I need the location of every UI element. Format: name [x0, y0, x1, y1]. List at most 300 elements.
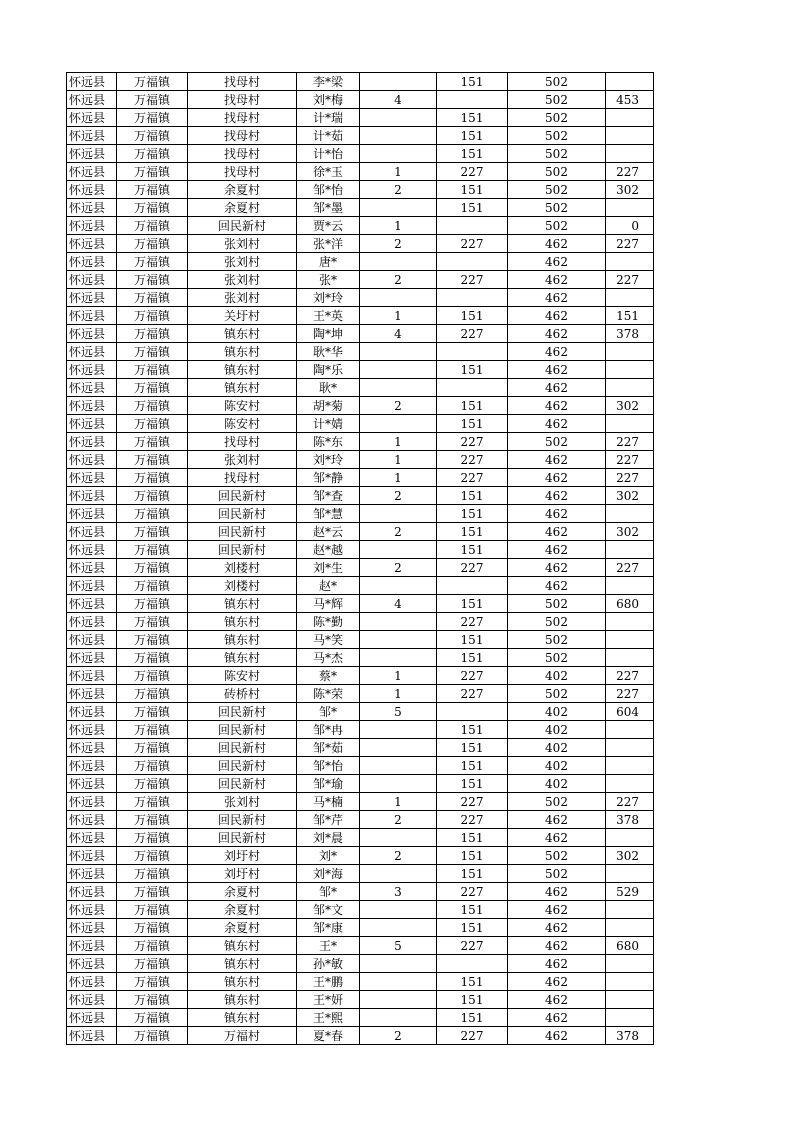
county-cell: 怀远县	[67, 631, 117, 649]
county-cell: 怀远县	[67, 829, 117, 847]
amount-cell: 151	[437, 847, 508, 865]
table-row	[67, 487, 654, 505]
town-cell: 万福镇	[117, 739, 188, 757]
table-row	[67, 847, 654, 865]
count-cell	[360, 829, 437, 847]
village-cell: 回民新村	[188, 811, 297, 829]
town-cell: 万福镇	[117, 991, 188, 1009]
base-cell: 462	[508, 541, 606, 559]
amount-cell	[437, 289, 508, 307]
person-cell: 刘*梅	[297, 91, 360, 109]
person-cell: 马*笑	[297, 631, 360, 649]
count-cell	[360, 343, 437, 361]
county-cell: 怀远县	[67, 613, 117, 631]
village-cell: 陈安村	[188, 397, 297, 415]
total-cell	[606, 865, 654, 883]
amount-cell: 227	[437, 271, 508, 289]
town-cell: 万福镇	[117, 127, 188, 145]
total-cell	[606, 991, 654, 1009]
county-cell: 怀远县	[67, 559, 117, 577]
base-cell: 502	[508, 163, 606, 181]
count-cell	[360, 289, 437, 307]
count-cell	[360, 505, 437, 523]
village-cell: 余夏村	[188, 199, 297, 217]
village-cell: 关圩村	[188, 307, 297, 325]
count-cell: 2	[360, 271, 437, 289]
table-row	[67, 73, 654, 91]
village-cell: 找母村	[188, 469, 297, 487]
county-cell: 怀远县	[67, 235, 117, 253]
base-cell: 462	[508, 505, 606, 523]
base-cell: 402	[508, 667, 606, 685]
person-cell: 赵*云	[297, 523, 360, 541]
county-cell: 怀远县	[67, 289, 117, 307]
table-row	[67, 631, 654, 649]
village-cell: 回民新村	[188, 739, 297, 757]
county-cell: 怀远县	[67, 145, 117, 163]
county-cell: 怀远县	[67, 541, 117, 559]
county-cell: 怀远县	[67, 667, 117, 685]
person-cell: 耿*	[297, 379, 360, 397]
table-row	[67, 703, 654, 721]
county-cell: 怀远县	[67, 955, 117, 973]
county-cell: 怀远县	[67, 487, 117, 505]
total-cell	[606, 973, 654, 991]
town-cell: 万福镇	[117, 631, 188, 649]
person-cell: 赵*越	[297, 541, 360, 559]
person-cell: 刘*晨	[297, 829, 360, 847]
count-cell	[360, 865, 437, 883]
table-row	[67, 271, 654, 289]
county-cell: 怀远县	[67, 1009, 117, 1027]
person-cell: 邹*文	[297, 901, 360, 919]
person-cell: 刘*海	[297, 865, 360, 883]
base-cell: 462	[508, 919, 606, 937]
amount-cell	[437, 217, 508, 235]
amount-cell: 151	[437, 721, 508, 739]
village-cell: 镇东村	[188, 613, 297, 631]
amount-cell: 227	[437, 883, 508, 901]
count-cell	[360, 415, 437, 433]
total-cell	[606, 361, 654, 379]
count-cell	[360, 757, 437, 775]
total-cell	[606, 649, 654, 667]
table-row	[67, 685, 654, 703]
base-cell: 462	[508, 829, 606, 847]
total-cell: 302	[606, 847, 654, 865]
count-cell: 4	[360, 595, 437, 613]
person-cell: 李*梁	[297, 73, 360, 91]
amount-cell: 151	[437, 991, 508, 1009]
person-cell: 王*妍	[297, 991, 360, 1009]
count-cell	[360, 73, 437, 91]
village-cell: 张刘村	[188, 451, 297, 469]
total-cell	[606, 757, 654, 775]
table-row	[67, 721, 654, 739]
amount-cell: 151	[437, 829, 508, 847]
village-cell: 镇东村	[188, 595, 297, 613]
village-cell: 砖桥村	[188, 685, 297, 703]
county-cell: 怀远县	[67, 739, 117, 757]
village-cell: 镇东村	[188, 343, 297, 361]
county-cell: 怀远县	[67, 901, 117, 919]
count-cell: 2	[360, 523, 437, 541]
amount-cell: 227	[437, 163, 508, 181]
count-cell	[360, 739, 437, 757]
town-cell: 万福镇	[117, 1027, 188, 1045]
table-row	[67, 91, 654, 109]
town-cell: 万福镇	[117, 343, 188, 361]
town-cell: 万福镇	[117, 703, 188, 721]
county-cell: 怀远县	[67, 883, 117, 901]
town-cell: 万福镇	[117, 505, 188, 523]
total-cell	[606, 145, 654, 163]
count-cell	[360, 721, 437, 739]
amount-cell: 151	[437, 757, 508, 775]
base-cell: 462	[508, 1027, 606, 1045]
amount-cell: 151	[437, 775, 508, 793]
table-row	[67, 469, 654, 487]
table-row	[67, 739, 654, 757]
table-row	[67, 919, 654, 937]
person-cell: 陶*坤	[297, 325, 360, 343]
total-cell	[606, 109, 654, 127]
total-cell	[606, 541, 654, 559]
person-cell: 马*辉	[297, 595, 360, 613]
amount-cell: 227	[437, 667, 508, 685]
table-row	[67, 289, 654, 307]
person-cell: 刘*	[297, 847, 360, 865]
village-cell: 回民新村	[188, 721, 297, 739]
count-cell: 2	[360, 811, 437, 829]
village-cell: 张刘村	[188, 289, 297, 307]
amount-cell: 227	[437, 685, 508, 703]
table-row	[67, 451, 654, 469]
amount-cell: 151	[437, 919, 508, 937]
amount-cell: 227	[437, 325, 508, 343]
village-cell: 镇东村	[188, 937, 297, 955]
total-cell	[606, 343, 654, 361]
village-cell: 镇东村	[188, 1009, 297, 1027]
count-cell: 1	[360, 685, 437, 703]
count-cell	[360, 973, 437, 991]
person-cell: 邹*芹	[297, 811, 360, 829]
amount-cell: 151	[437, 505, 508, 523]
base-cell: 462	[508, 289, 606, 307]
amount-cell: 151	[437, 487, 508, 505]
village-cell: 刘楼村	[188, 577, 297, 595]
base-cell: 502	[508, 865, 606, 883]
base-cell: 502	[508, 433, 606, 451]
base-cell: 462	[508, 973, 606, 991]
village-cell: 余夏村	[188, 901, 297, 919]
county-cell: 怀远县	[67, 595, 117, 613]
count-cell: 5	[360, 937, 437, 955]
base-cell: 462	[508, 883, 606, 901]
table-row	[67, 325, 654, 343]
village-cell: 刘楼村	[188, 559, 297, 577]
base-cell: 462	[508, 469, 606, 487]
county-cell: 怀远县	[67, 973, 117, 991]
total-cell: 227	[606, 469, 654, 487]
county-cell: 怀远县	[67, 307, 117, 325]
amount-cell: 151	[437, 397, 508, 415]
total-cell	[606, 631, 654, 649]
total-cell	[606, 739, 654, 757]
base-cell: 502	[508, 793, 606, 811]
table-row	[67, 361, 654, 379]
base-cell: 462	[508, 1009, 606, 1027]
base-cell: 502	[508, 73, 606, 91]
total-cell	[606, 1009, 654, 1027]
town-cell: 万福镇	[117, 271, 188, 289]
count-cell: 1	[360, 667, 437, 685]
base-cell: 462	[508, 343, 606, 361]
person-cell: 邹*墨	[297, 199, 360, 217]
village-cell: 找母村	[188, 163, 297, 181]
town-cell: 万福镇	[117, 523, 188, 541]
person-cell: 计*怡	[297, 145, 360, 163]
person-cell: 陶*乐	[297, 361, 360, 379]
village-cell: 余夏村	[188, 883, 297, 901]
town-cell: 万福镇	[117, 685, 188, 703]
table-row	[67, 145, 654, 163]
total-cell	[606, 775, 654, 793]
base-cell: 462	[508, 361, 606, 379]
county-cell: 怀远县	[67, 199, 117, 217]
table-row	[67, 1027, 654, 1045]
total-cell	[606, 73, 654, 91]
person-cell: 马*楠	[297, 793, 360, 811]
count-cell: 1	[360, 217, 437, 235]
town-cell: 万福镇	[117, 577, 188, 595]
table-row	[67, 541, 654, 559]
amount-cell: 227	[437, 451, 508, 469]
table-row	[67, 883, 654, 901]
count-cell: 4	[360, 325, 437, 343]
table-row	[67, 163, 654, 181]
amount-cell	[437, 703, 508, 721]
person-cell: 邹*瑜	[297, 775, 360, 793]
county-cell: 怀远县	[67, 271, 117, 289]
table-row	[67, 613, 654, 631]
total-cell: 453	[606, 91, 654, 109]
village-cell: 张刘村	[188, 235, 297, 253]
amount-cell	[437, 577, 508, 595]
amount-cell: 151	[437, 649, 508, 667]
village-cell: 找母村	[188, 91, 297, 109]
table-row	[67, 415, 654, 433]
total-cell: 0	[606, 217, 654, 235]
village-cell: 陈安村	[188, 415, 297, 433]
base-cell: 462	[508, 955, 606, 973]
table-row	[67, 991, 654, 1009]
count-cell: 2	[360, 397, 437, 415]
village-cell: 万福村	[188, 1027, 297, 1045]
county-cell: 怀远县	[67, 163, 117, 181]
table-row	[67, 379, 654, 397]
base-cell: 502	[508, 181, 606, 199]
base-cell: 502	[508, 145, 606, 163]
person-cell: 邹*	[297, 703, 360, 721]
base-cell: 502	[508, 847, 606, 865]
county-cell: 怀远县	[67, 703, 117, 721]
total-cell: 227	[606, 433, 654, 451]
town-cell: 万福镇	[117, 163, 188, 181]
town-cell: 万福镇	[117, 883, 188, 901]
base-cell: 462	[508, 415, 606, 433]
count-cell: 2	[360, 235, 437, 253]
village-cell: 回民新村	[188, 487, 297, 505]
count-cell	[360, 541, 437, 559]
village-cell: 找母村	[188, 73, 297, 91]
person-cell: 邹*怡	[297, 757, 360, 775]
village-cell: 镇东村	[188, 955, 297, 973]
town-cell: 万福镇	[117, 379, 188, 397]
amount-cell: 227	[437, 559, 508, 577]
count-cell: 1	[360, 163, 437, 181]
base-cell: 502	[508, 91, 606, 109]
total-cell: 378	[606, 1027, 654, 1045]
village-cell: 镇东村	[188, 649, 297, 667]
amount-cell: 227	[437, 469, 508, 487]
table-row	[67, 793, 654, 811]
village-cell: 找母村	[188, 127, 297, 145]
town-cell: 万福镇	[117, 73, 188, 91]
total-cell	[606, 955, 654, 973]
count-cell: 4	[360, 91, 437, 109]
count-cell	[360, 577, 437, 595]
county-cell: 怀远县	[67, 775, 117, 793]
town-cell: 万福镇	[117, 937, 188, 955]
county-cell: 怀远县	[67, 127, 117, 145]
count-cell: 2	[360, 559, 437, 577]
person-cell: 徐*玉	[297, 163, 360, 181]
town-cell: 万福镇	[117, 757, 188, 775]
amount-cell: 227	[437, 613, 508, 631]
total-cell: 529	[606, 883, 654, 901]
village-cell: 镇东村	[188, 379, 297, 397]
count-cell	[360, 145, 437, 163]
base-cell: 502	[508, 595, 606, 613]
town-cell: 万福镇	[117, 307, 188, 325]
table-body	[67, 73, 654, 1045]
count-cell: 2	[360, 181, 437, 199]
county-cell: 怀远县	[67, 865, 117, 883]
amount-cell: 151	[437, 361, 508, 379]
total-cell: 227	[606, 685, 654, 703]
village-cell: 回民新村	[188, 757, 297, 775]
total-cell	[606, 253, 654, 271]
amount-cell: 151	[437, 1009, 508, 1027]
count-cell: 1	[360, 307, 437, 325]
village-cell: 镇东村	[188, 361, 297, 379]
count-cell: 2	[360, 487, 437, 505]
person-cell: 王*熙	[297, 1009, 360, 1027]
town-cell: 万福镇	[117, 217, 188, 235]
town-cell: 万福镇	[117, 667, 188, 685]
person-cell: 张*洋	[297, 235, 360, 253]
town-cell: 万福镇	[117, 865, 188, 883]
total-cell: 227	[606, 163, 654, 181]
town-cell: 万福镇	[117, 919, 188, 937]
count-cell: 1	[360, 451, 437, 469]
base-cell: 402	[508, 757, 606, 775]
table-row	[67, 775, 654, 793]
total-cell: 227	[606, 559, 654, 577]
person-cell: 邹*怡	[297, 181, 360, 199]
village-cell: 镇东村	[188, 325, 297, 343]
amount-cell: 151	[437, 199, 508, 217]
amount-cell: 151	[437, 595, 508, 613]
total-cell: 302	[606, 487, 654, 505]
total-cell	[606, 289, 654, 307]
amount-cell: 227	[437, 1027, 508, 1045]
total-cell: 227	[606, 235, 654, 253]
county-cell: 怀远县	[67, 181, 117, 199]
amount-cell: 151	[437, 127, 508, 145]
total-cell: 680	[606, 595, 654, 613]
base-cell: 502	[508, 649, 606, 667]
person-cell: 刘*生	[297, 559, 360, 577]
person-cell: 陈*勤	[297, 613, 360, 631]
count-cell: 5	[360, 703, 437, 721]
count-cell	[360, 631, 437, 649]
amount-cell	[437, 955, 508, 973]
county-cell: 怀远县	[67, 991, 117, 1009]
county-cell: 怀远县	[67, 451, 117, 469]
town-cell: 万福镇	[117, 973, 188, 991]
amount-cell: 227	[437, 235, 508, 253]
amount-cell: 151	[437, 901, 508, 919]
table-row	[67, 505, 654, 523]
person-cell: 唐*	[297, 253, 360, 271]
village-cell: 陈安村	[188, 667, 297, 685]
count-cell	[360, 199, 437, 217]
county-cell: 怀远县	[67, 523, 117, 541]
base-cell: 402	[508, 775, 606, 793]
count-cell: 1	[360, 793, 437, 811]
table-row	[67, 433, 654, 451]
county-cell: 怀远县	[67, 685, 117, 703]
village-cell: 刘圩村	[188, 847, 297, 865]
base-cell: 402	[508, 721, 606, 739]
base-cell: 502	[508, 217, 606, 235]
town-cell: 万福镇	[117, 955, 188, 973]
amount-cell: 227	[437, 811, 508, 829]
town-cell: 万福镇	[117, 415, 188, 433]
county-cell: 怀远县	[67, 343, 117, 361]
base-cell: 462	[508, 397, 606, 415]
amount-cell	[437, 343, 508, 361]
count-cell	[360, 955, 437, 973]
table-row	[67, 955, 654, 973]
total-cell: 302	[606, 181, 654, 199]
amount-cell: 151	[437, 865, 508, 883]
table-row	[67, 523, 654, 541]
town-cell: 万福镇	[117, 235, 188, 253]
county-cell: 怀远县	[67, 73, 117, 91]
base-cell: 502	[508, 631, 606, 649]
county-cell: 怀远县	[67, 109, 117, 127]
count-cell	[360, 901, 437, 919]
amount-cell	[437, 379, 508, 397]
village-cell: 镇东村	[188, 973, 297, 991]
county-cell: 怀远县	[67, 793, 117, 811]
village-cell: 张刘村	[188, 253, 297, 271]
person-cell: 邹*	[297, 883, 360, 901]
person-cell: 邹*茹	[297, 739, 360, 757]
